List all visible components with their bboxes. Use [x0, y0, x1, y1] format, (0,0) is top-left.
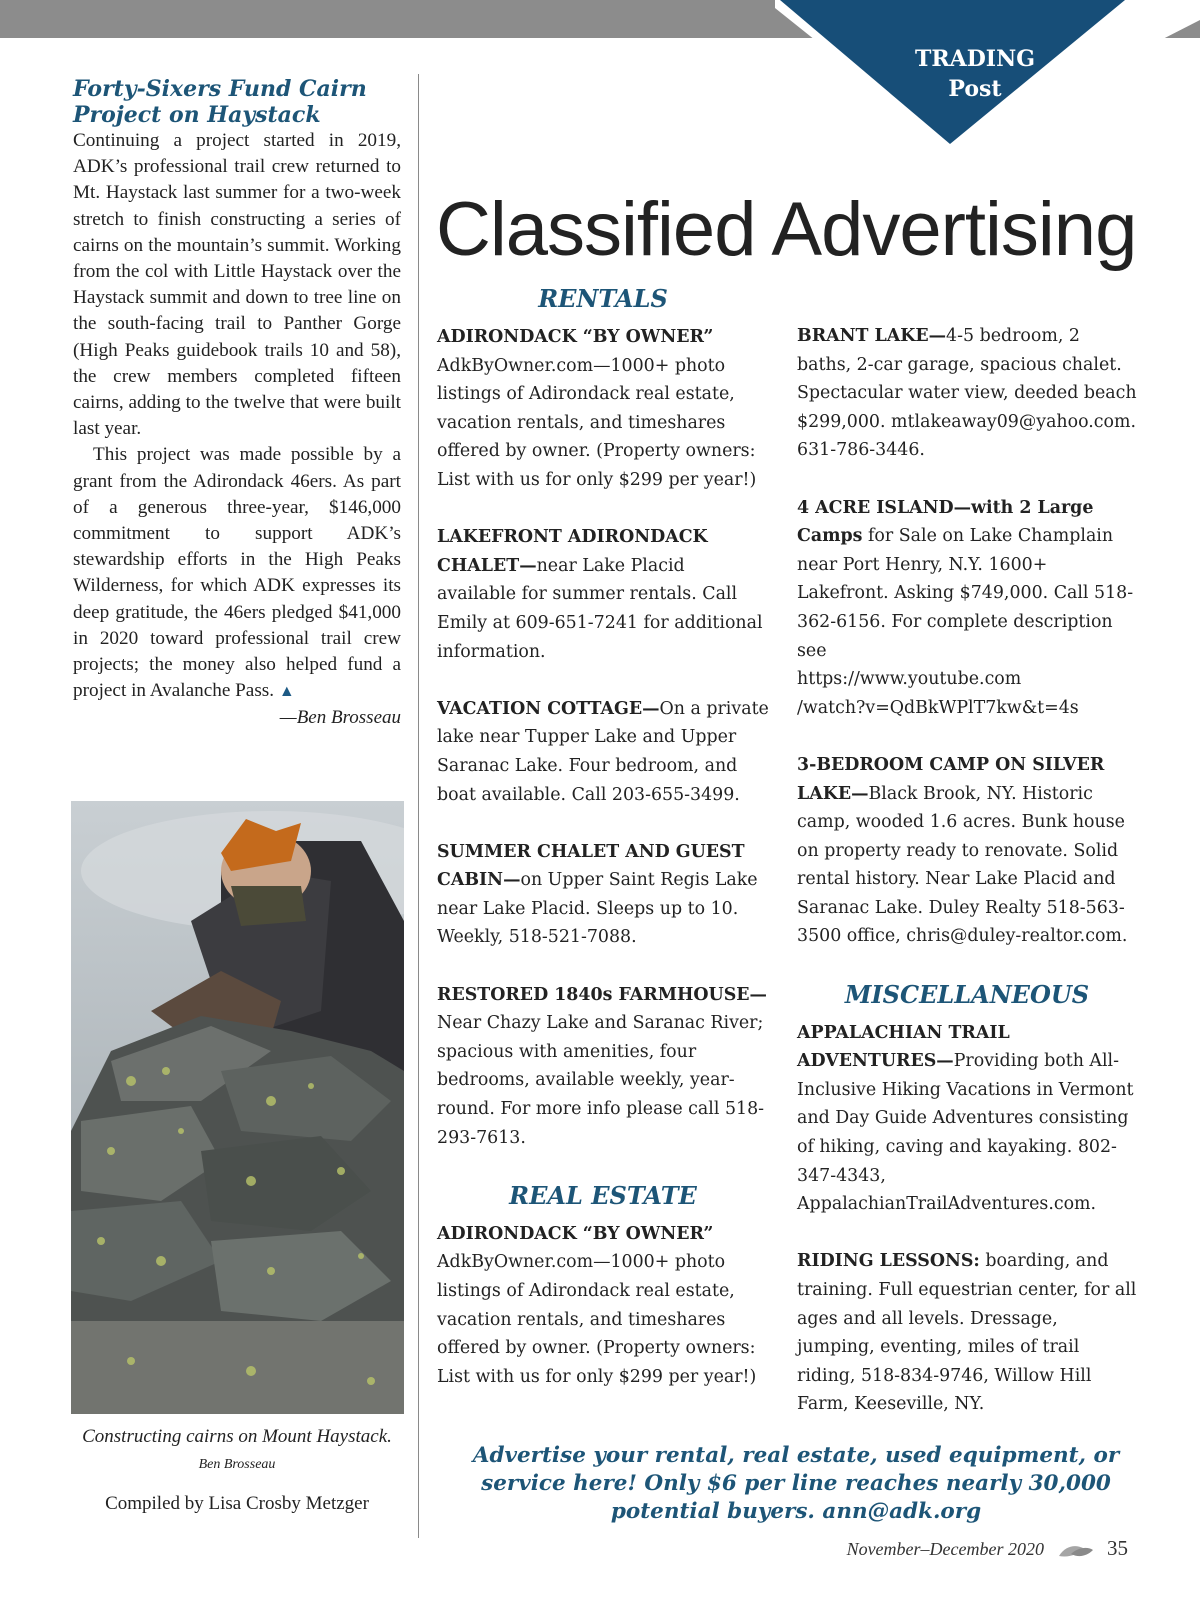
issue-date: November–December 2020	[846, 1539, 1044, 1559]
ad-rental-by-owner	[437, 323, 769, 495]
end-mark-icon: ▲	[278, 683, 295, 701]
ad-heading: BRANT LAKE—	[797, 326, 947, 346]
ad-heading: RIDING LESSONS:	[797, 1251, 980, 1272]
ad-acre-island	[797, 494, 1137, 723]
ad-heading: ADIRONDACK “BY OWNER”	[437, 327, 714, 347]
advertise-promo: Advertise your rental, real estate, used equipment, or service here! Only $6 per line reaches nearly 30,000 potential buyers. ann@adk.org	[472, 1443, 1120, 1524]
ad-body: near Lake Placid available for summer rentals. Call Emily at 609-651-7241 for additional information.	[437, 555, 763, 662]
ad-heading: SUMMER CHALET AND GUEST CABIN—	[437, 841, 745, 891]
ad-heading: 3-BEDROOM CAMP ON SILVER LAKE—	[797, 754, 1105, 804]
article-paragraph-1: Continuing a project started in 2019, ADK’s professional trail crew returned to Mt. Haystack last summer for a two-week stretch to finish constructing a series of cairns on the mountain’s summit. Working from the col with Little Haystack over the Haystack summit and down to tree line on the south-facing trail to Panther Gorge (High Peaks guidebook trails 10 and 58), the crew members completed fifteen cairns, adding to the twelve that were built last year.	[73, 130, 401, 440]
leaf-icon	[1057, 1542, 1095, 1560]
page-footer	[847, 1536, 1128, 1561]
column-divider	[418, 74, 419, 1538]
ad-heading: LAKEFRONT ADIRONDACK CHALET—	[437, 527, 708, 576]
photo-credit: Ben Brosseau	[198, 1457, 276, 1472]
ad-heading: ADIRONDACK “BY OWNER”	[437, 1223, 714, 1244]
ad-heading: RESTORED 1840s FARMHOUSE—	[437, 984, 767, 1005]
ad-heading: APPALACHIAN TRAIL ADVENTURES—	[797, 1022, 1010, 1072]
ad-heading: 4 ACRE ISLAND—with 2 Large Camps	[797, 497, 1094, 547]
ad-body: for Sale on Lake Champlain near Port Henry, N.Y. 1600+ Lakefront. Asking $749,000. Call 518-362-6156. For complete description see	[797, 526, 1134, 661]
ad-restored-farmhouse	[437, 981, 769, 1153]
ad-lakefront-chalet	[437, 523, 769, 666]
article-paragraph-2	[73, 442, 401, 705]
news-article	[73, 76, 401, 729]
section-heading-rentals: RENTALS	[538, 284, 668, 313]
tab-line-2: Post	[948, 76, 1002, 102]
article-byline: —Ben Brosseau	[279, 707, 401, 729]
compiled-by: Compiled by Lisa Crosby Metzger	[105, 1493, 369, 1514]
ad-body: Near Chazy Lake and Saranac River; spacious with amenities, four bedrooms, available weekly, year-round. For more info please call 518-293-7613.	[437, 1013, 765, 1148]
classified-column-right	[797, 322, 1137, 1448]
article-paragraph-2-text: This project was made possible by a grant from the Adirondack 46ers. As part of a generous three-year, $146,000 commitment to support ADK’s stewardship efforts in the High Peaks Wilderness, for which ADK expresses its deep gratitude, the 46ers pledged $41,000 in 2020 toward professional trail crew projects; the money also helped fund a project in Avalanche Pass.	[73, 444, 401, 702]
ad-body: on Upper Saint Regis Lake near Lake Placid. Sleeps up to 10. Weekly, 518-521-7088.	[437, 870, 758, 948]
ad-appalachian-trail	[797, 1019, 1137, 1219]
photo-caption	[73, 1424, 401, 1478]
ad-body: AdkByOwner.com—1000+ photo listings of Adirondack real estate, vacation rentals, and timeshares offered by owner. (Property owners: List with us for only $299 per year!)	[437, 1252, 757, 1387]
ad-riding-lessons	[797, 1247, 1137, 1419]
ad-link[interactable]: https://www.youtube.com	[797, 669, 1022, 690]
ad-body: Black Brook, NY. Historic camp, wooded 1.6 acres. Bunk house on property ready to renovate. Solid rental history. Near Lake Placid and Saranac Lake. Duley Realty 518-563-3500 office, chris@duley-realtor.com.	[797, 783, 1128, 947]
cairn-photo	[71, 801, 404, 1414]
page-number: 35	[1107, 1536, 1128, 1560]
ad-body: 4-5 bedroom, 2 baths, 2-car garage, spacious chalet. Spectacular water view, deeded beach $299,000. mtlakeaway09@yahoo.com. 631-786-3446.	[797, 326, 1137, 461]
classified-column-middle	[437, 278, 769, 1420]
ad-silver-lake-camp	[797, 751, 1137, 951]
caption-text: Constructing cairns on Mount Haystack.	[82, 1426, 392, 1447]
ad-body: On a private lake near Tupper Lake and Upper Saranac Lake. Four bedroom, and boat available. Call 203-655-3499.	[437, 698, 769, 805]
ad-summer-chalet	[437, 838, 769, 952]
ad-brant-lake	[797, 322, 1137, 465]
ad-body: AdkByOwner.com—1000+ photo listings of Adirondack real estate, vacation rentals, and timeshares offered by owner. (Property owners: List with us for only $299 per year!)	[437, 355, 757, 490]
ad-link-path[interactable]: /watch?v=QdBkWPlT7kw&t=4s	[797, 697, 1079, 718]
ad-heading: VACATION COTTAGE—	[437, 698, 660, 719]
section-heading-miscellaneous: MISCELLANEOUS	[844, 979, 1090, 1009]
section-tab-label	[875, 44, 1075, 104]
section-heading-real-estate: REAL ESTATE	[509, 1180, 697, 1210]
ad-body: Providing both All-Inclusive Hiking Vacations in Vermont and Day Guide Adventures consisting of hiking, caving and kayaking. 802-347-4343, AppalachianTrailAdventures.com.	[797, 1051, 1134, 1215]
ad-real-estate-by-owner	[437, 1220, 769, 1392]
tab-line-1: TRADING	[915, 46, 1035, 72]
page-title: Classified Advertising	[436, 187, 1137, 272]
article-title: Forty-Sixers Fund Cairn Project on Haystack	[73, 76, 367, 128]
ad-vacation-cottage	[437, 695, 769, 809]
ad-body: boarding, and training. Full equestrian center, for all ages and all levels. Dressage, jumping, eventing, miles of trail riding, 518-834-9746, Willow Hill Farm, Keeseville, NY.	[797, 1251, 1137, 1415]
